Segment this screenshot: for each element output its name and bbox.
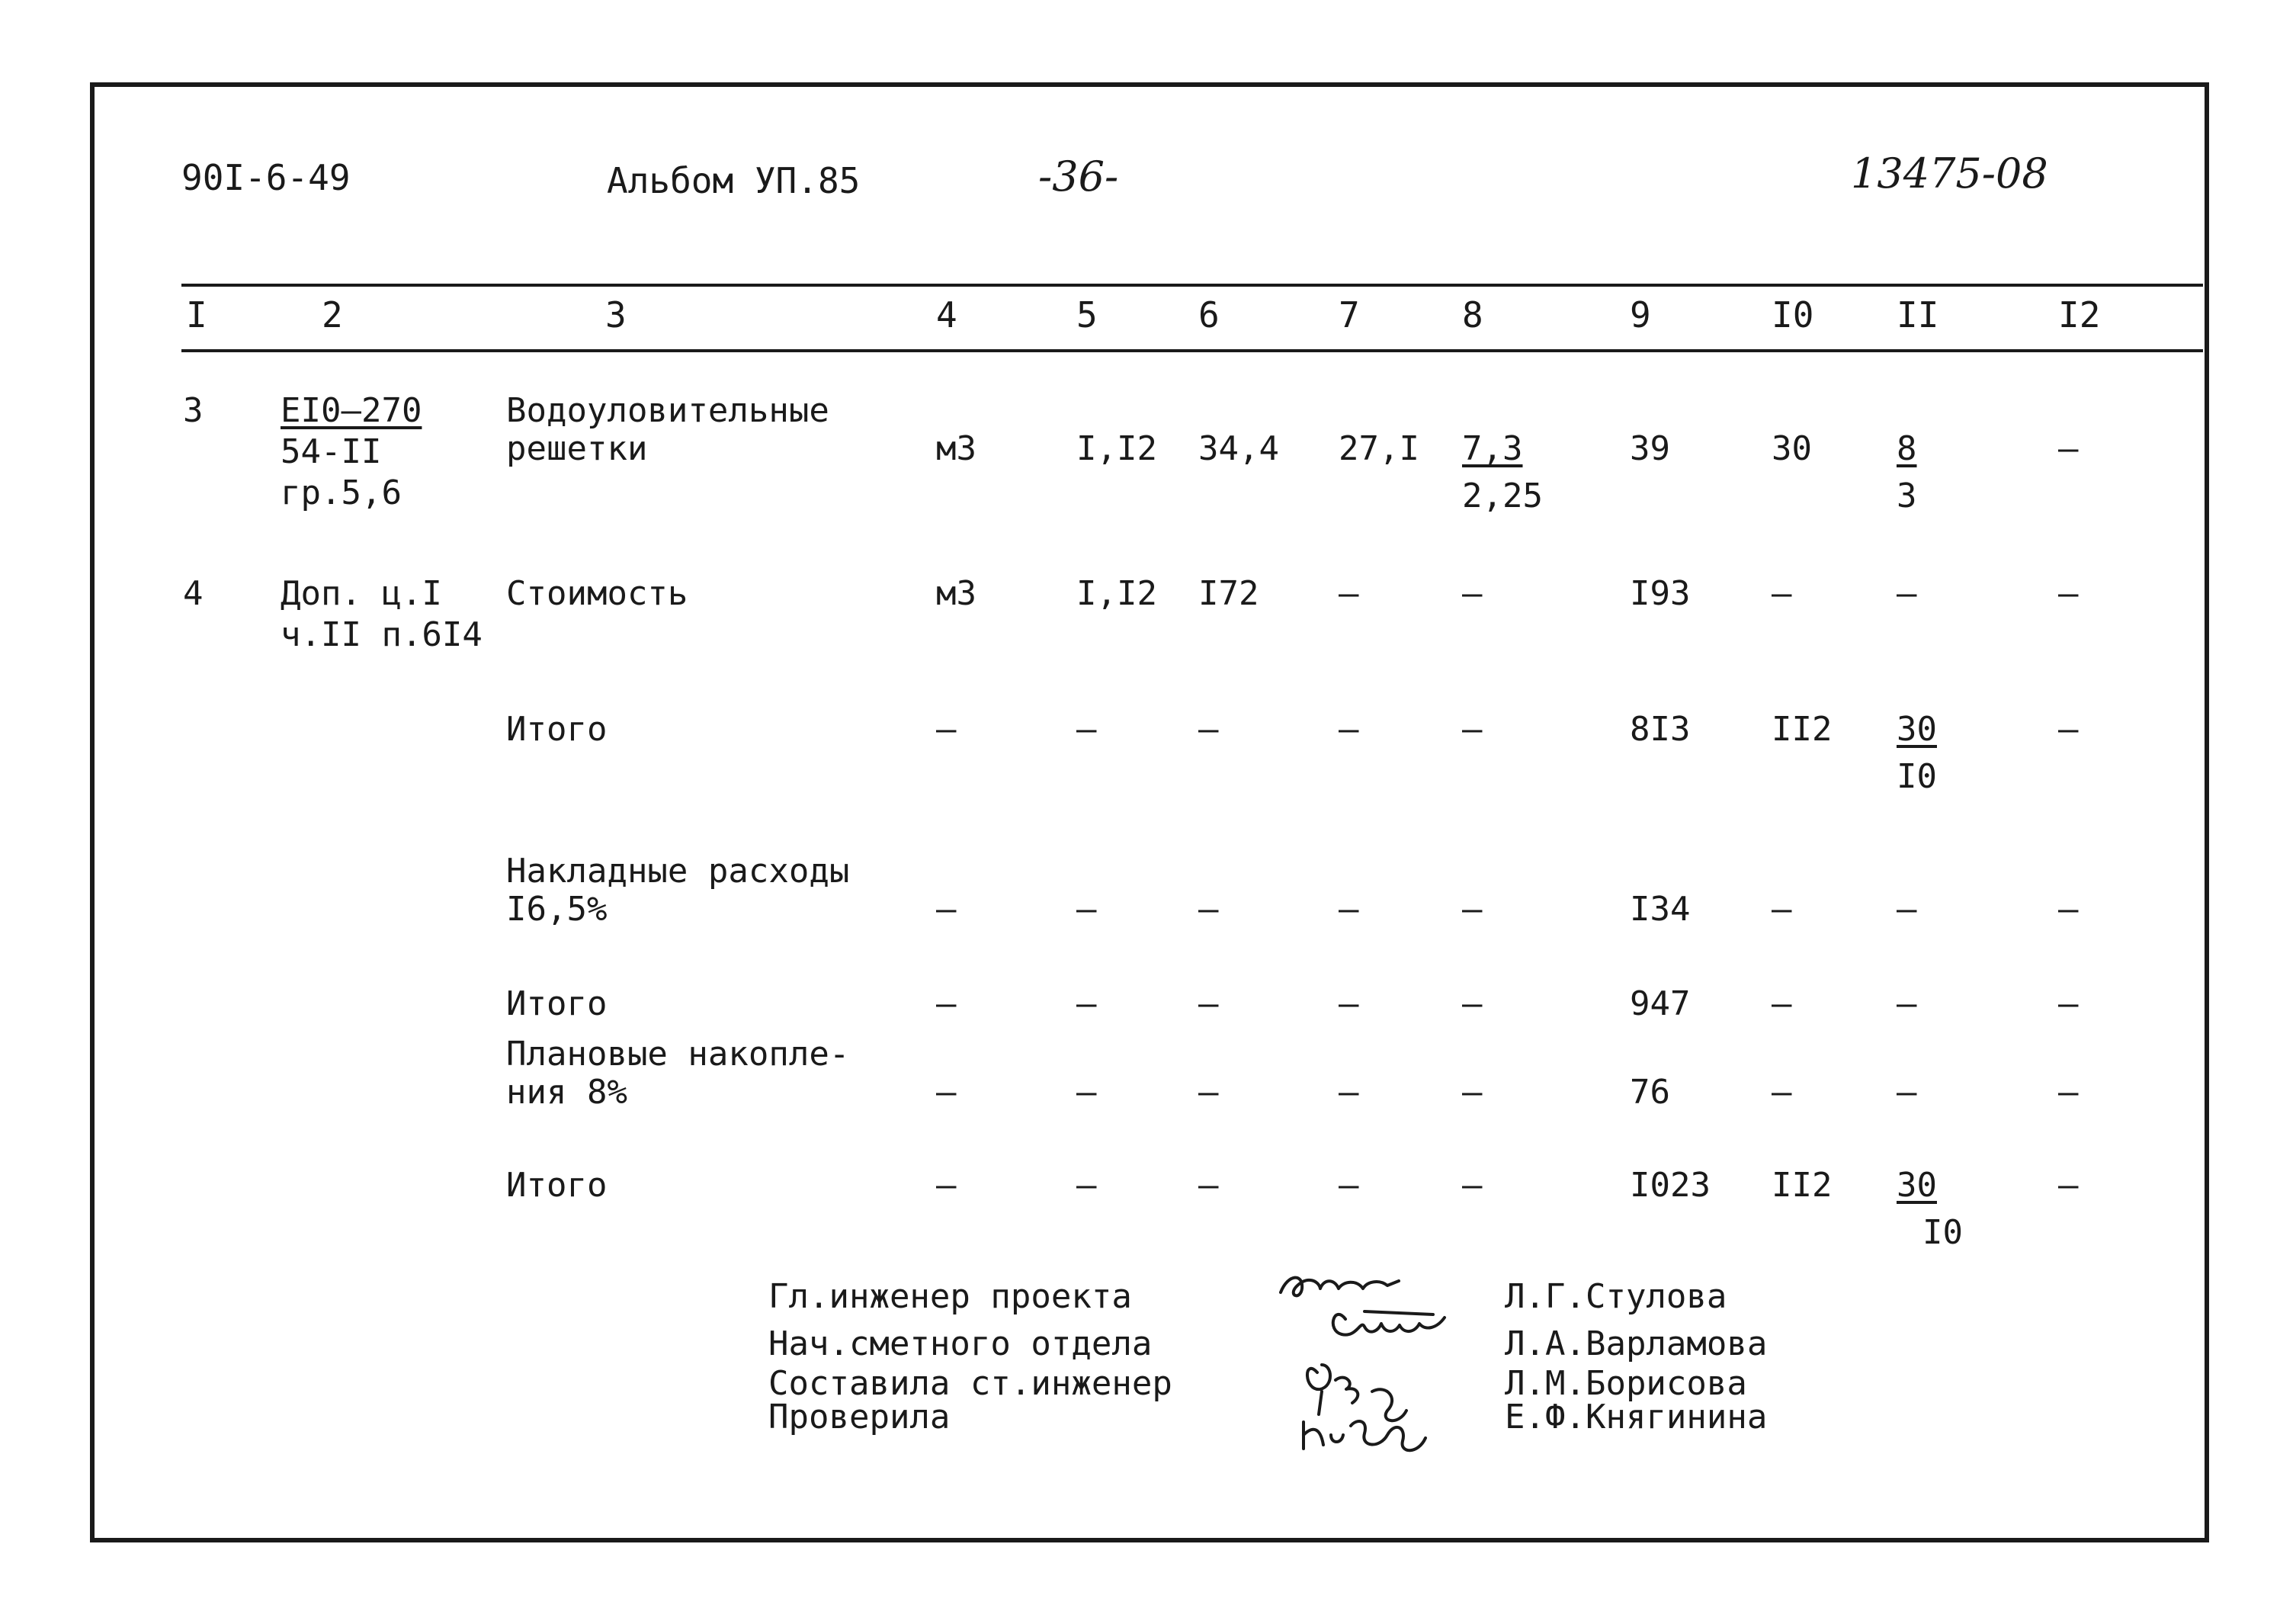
- rate-code: ч.II п.6I4: [281, 615, 483, 654]
- coefficient-cell: I,I2: [1076, 429, 1157, 468]
- total-wage-cell: –: [1772, 1073, 1792, 1112]
- signature-name: Л.Г.Стулова: [1505, 1277, 1727, 1316]
- signature-name: Е.Ф.Княгинина: [1505, 1398, 1768, 1436]
- item-name: Плановые накопле-: [506, 1035, 850, 1074]
- column-number-4: 4: [936, 294, 957, 335]
- labour-cell: –: [2058, 890, 2079, 929]
- unit-cell: м3: [936, 429, 976, 468]
- price-cell: 34,4: [1198, 429, 1279, 468]
- item-name: решетки: [506, 429, 648, 468]
- wage-cell: –: [1339, 1166, 1359, 1205]
- machine-cell: –: [1462, 890, 1483, 929]
- labour-cell: –: [2058, 429, 2079, 468]
- wage-cell: –: [1339, 574, 1359, 613]
- unit-cell: –: [936, 984, 957, 1023]
- column-number-11: II: [1897, 294, 1939, 335]
- handwritten-signatures: [1273, 1258, 1502, 1456]
- total-wage-cell: –: [1772, 890, 1792, 929]
- sheet-number: 13475-08: [1851, 149, 2048, 197]
- rate-code: 54-II: [281, 432, 382, 471]
- total-wage-cell: –: [1772, 984, 1792, 1023]
- row-number: 3: [183, 391, 204, 430]
- unit-cell: –: [936, 1166, 957, 1205]
- total-cost-cell: I023: [1630, 1166, 1711, 1205]
- wage-cell: –: [1339, 890, 1359, 929]
- column-number-9: 9: [1630, 294, 1651, 335]
- machine-cell: –: [1462, 1166, 1483, 1205]
- price-cell: –: [1198, 1073, 1219, 1112]
- machine-cell: –: [1462, 710, 1483, 749]
- page-number: -36-: [1038, 152, 1119, 201]
- column-number-1: I: [186, 294, 207, 335]
- item-name: Стоимость: [506, 574, 688, 613]
- unit-cell: –: [936, 1073, 957, 1112]
- wage-cell: –: [1339, 984, 1359, 1023]
- row-number: 4: [183, 574, 204, 613]
- document-code: 90I-6-49: [181, 157, 351, 198]
- column-number-10: I0: [1772, 294, 1814, 335]
- machine-cell: –: [1462, 984, 1483, 1023]
- total-machine-cell: –: [1897, 984, 1917, 1023]
- machine-wage-cell: 2,25: [1462, 477, 1543, 515]
- total-wage-cell: II2: [1772, 710, 1833, 749]
- wage-cell: –: [1339, 1073, 1359, 1112]
- total-cost-cell: 947: [1630, 984, 1691, 1023]
- item-name: I6,5%: [506, 890, 608, 929]
- item-name: Итого: [506, 1166, 608, 1205]
- page-frame: [90, 82, 2209, 1542]
- wage-cell: 27,I: [1339, 429, 1419, 468]
- total-machine-wage-cell: 3: [1897, 477, 1917, 515]
- column-number-7: 7: [1339, 294, 1360, 335]
- labour-cell: –: [2058, 1073, 2079, 1112]
- rate-code: EI0—270: [281, 391, 422, 430]
- item-name: Итого: [506, 984, 608, 1023]
- signature-name: Л.М.Борисова: [1505, 1364, 1747, 1403]
- column-number-3: 3: [605, 294, 627, 335]
- total-cost-cell: 8I3: [1630, 710, 1691, 749]
- album-label: Альбом УП.85: [607, 160, 861, 201]
- total-wage-cell: 30: [1772, 429, 1812, 468]
- price-cell: –: [1198, 1166, 1219, 1205]
- coefficient-cell: –: [1076, 1073, 1097, 1112]
- total-machine-cell: –: [1897, 1073, 1917, 1112]
- coefficient-cell: –: [1076, 984, 1097, 1023]
- total-machine-wage-cell: I0: [1922, 1213, 1963, 1252]
- machine-cell: –: [1462, 1073, 1483, 1112]
- price-cell: –: [1198, 984, 1219, 1023]
- total-machine-cell: –: [1897, 574, 1917, 613]
- wage-cell: –: [1339, 710, 1359, 749]
- total-cost-cell: I34: [1630, 890, 1691, 929]
- item-name: Накладные расходы: [506, 852, 850, 891]
- total-wage-cell: –: [1772, 574, 1792, 613]
- labour-cell: –: [2058, 710, 2079, 749]
- unit-cell: –: [936, 710, 957, 749]
- column-number-5: 5: [1076, 294, 1098, 335]
- coefficient-cell: –: [1076, 1166, 1097, 1205]
- total-machine-wage-cell: I0: [1897, 757, 1937, 796]
- column-number-2: 2: [322, 294, 343, 335]
- rate-code: Доп. ц.I: [281, 574, 442, 613]
- labour-cell: –: [2058, 1166, 2079, 1205]
- table-header-rule: [181, 349, 2203, 352]
- item-name: Водоуловительные: [506, 391, 829, 430]
- total-machine-cell: –: [1897, 890, 1917, 929]
- rate-code: гр.5,6: [281, 473, 402, 512]
- labour-cell: –: [2058, 984, 2079, 1023]
- price-cell: I72: [1198, 574, 1259, 613]
- signature-name: Л.А.Варламова: [1505, 1324, 1768, 1363]
- item-name: Итого: [506, 710, 608, 749]
- table-top-rule: [181, 284, 2203, 287]
- total-machine-cell: 30: [1897, 1166, 1937, 1205]
- total-machine-cell: 8: [1897, 429, 1917, 468]
- signature-title: Нач.сметного отдела: [768, 1324, 1153, 1363]
- column-number-6: 6: [1198, 294, 1220, 335]
- total-cost-cell: 76: [1630, 1073, 1670, 1112]
- coefficient-cell: I,I2: [1076, 574, 1157, 613]
- price-cell: –: [1198, 890, 1219, 929]
- labour-cell: –: [2058, 574, 2079, 613]
- signature-title: Гл.инженер проекта: [768, 1277, 1132, 1316]
- coefficient-cell: –: [1076, 890, 1097, 929]
- signature-title: Проверила: [768, 1398, 951, 1436]
- unit-cell: –: [936, 890, 957, 929]
- total-wage-cell: II2: [1772, 1166, 1833, 1205]
- coefficient-cell: –: [1076, 710, 1097, 749]
- total-cost-cell: I93: [1630, 574, 1691, 613]
- column-number-12: I2: [2058, 294, 2101, 335]
- unit-cell: м3: [936, 574, 976, 613]
- total-machine-cell: 30: [1897, 710, 1937, 749]
- price-cell: –: [1198, 710, 1219, 749]
- total-cost-cell: 39: [1630, 429, 1670, 468]
- item-name: ния 8%: [506, 1073, 627, 1112]
- machine-cell: –: [1462, 574, 1483, 613]
- machine-cell: 7,3: [1462, 429, 1523, 468]
- column-number-8: 8: [1462, 294, 1483, 335]
- signature-title: Составила ст.инженер: [768, 1364, 1172, 1403]
